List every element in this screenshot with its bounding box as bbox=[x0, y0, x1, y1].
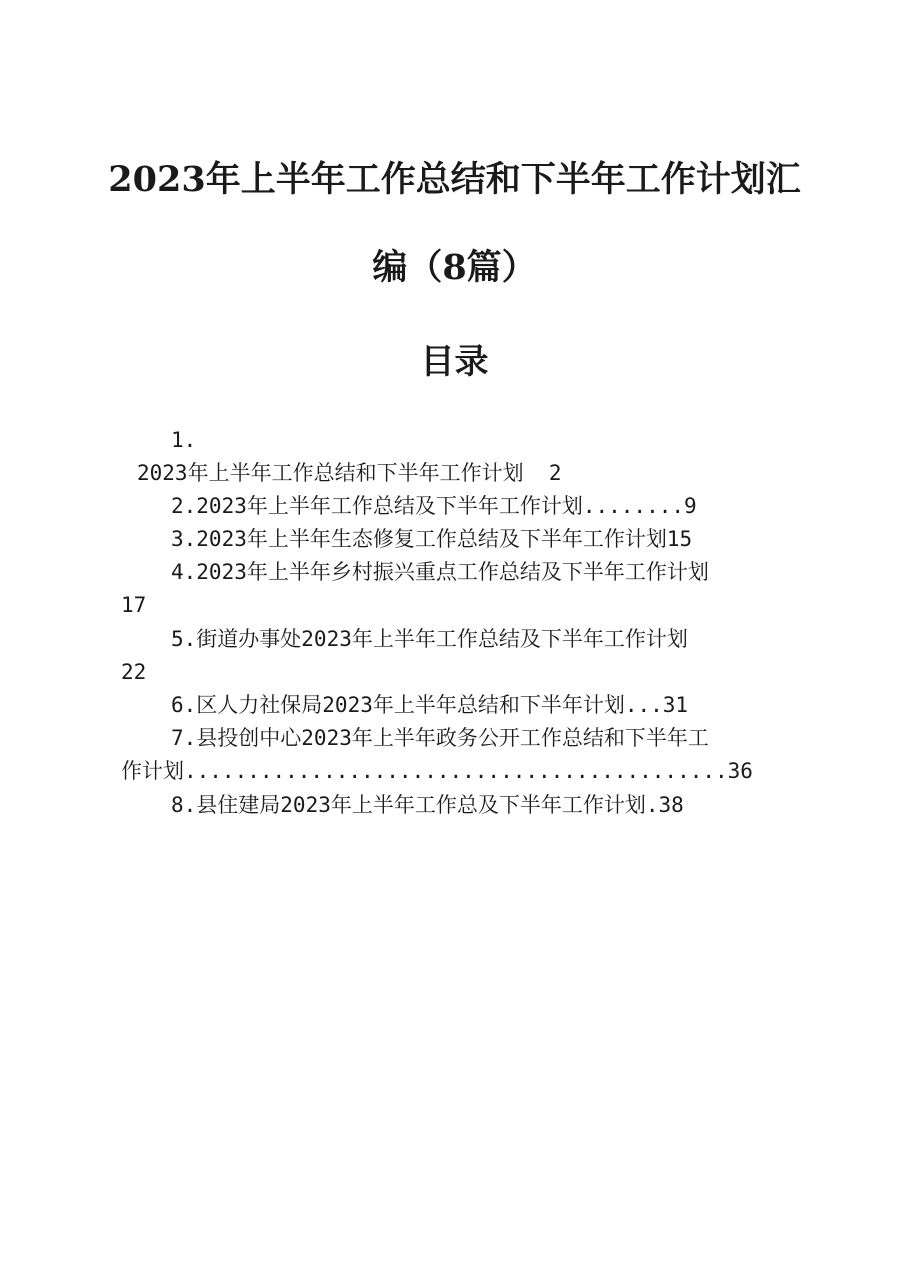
toc-entry-5-text: 5.街道办事处2023年上半年工作总结及下半年工作计划 bbox=[171, 627, 688, 651]
toc-entry-1-text: 2023年上半年工作总结和下半年工作计划 2 bbox=[137, 461, 562, 485]
toc-entry-6: 6.区人力社保局2023年上半年总结和下半年计划...31 bbox=[171, 693, 689, 717]
toc-entry-4-page: 17 bbox=[121, 593, 147, 617]
toc-entry-3: 3.2023年上半年生态修复工作总结及下半年工作计划15 bbox=[171, 527, 693, 551]
toc-entry-1-number: 1. bbox=[171, 428, 197, 452]
toc-entry-5-page: 22 bbox=[121, 660, 147, 684]
toc-entry-7-continued: 作计划...........................................36 bbox=[121, 759, 753, 783]
toc-entry-2: 2.2023年上半年工作总结及下半年工作计划........9 bbox=[171, 494, 697, 518]
document-title-line-1: 2023年上半年工作总结和下半年工作计划汇 bbox=[108, 159, 801, 200]
toc-heading: 目录 bbox=[420, 342, 489, 382]
document-title-line-2: 编（8篇） bbox=[372, 247, 537, 288]
toc-entry-7-text: 7.县投创中心2023年上半年政务公开工作总结和下半年工 bbox=[171, 726, 709, 750]
toc-entry-8: 8.县住建局2023年上半年工作总及下半年工作计划.38 bbox=[171, 793, 684, 817]
toc-entry-4-text: 4.2023年上半年乡村振兴重点工作总结及下半年工作计划 bbox=[171, 560, 709, 584]
